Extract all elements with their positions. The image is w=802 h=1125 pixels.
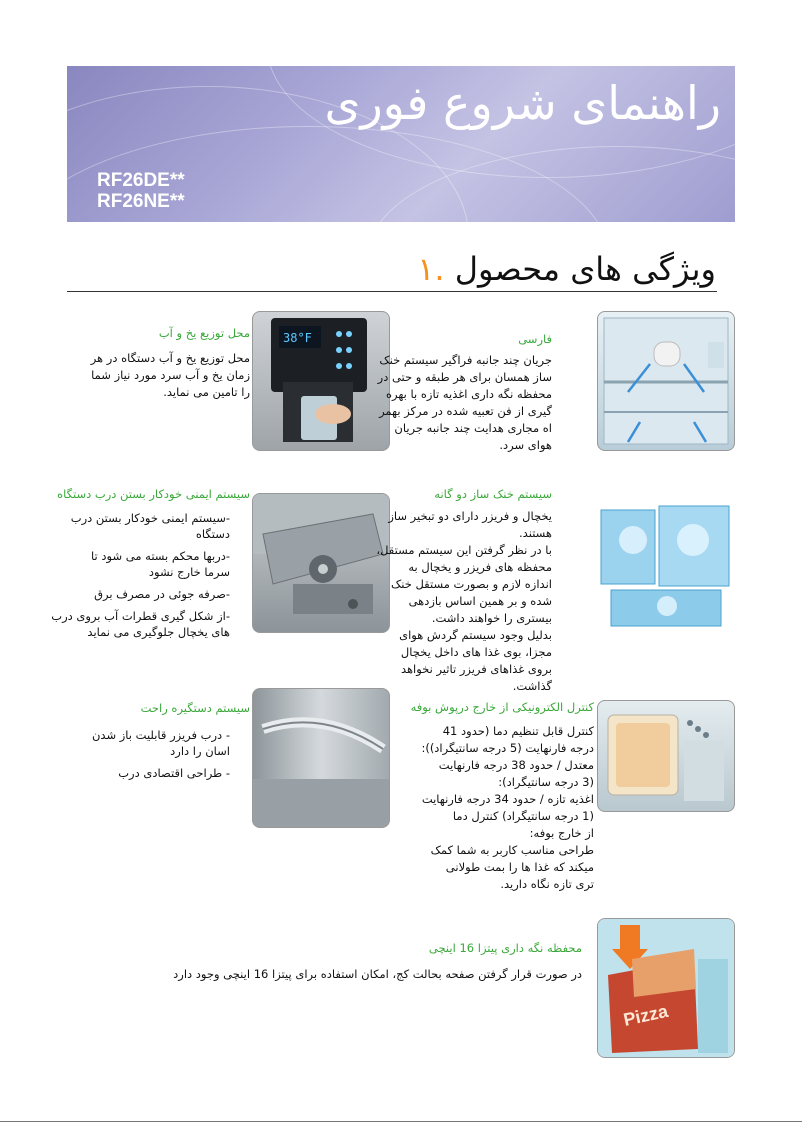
text-line: ساز همسان برای هر طبقه و حتی در bbox=[377, 370, 552, 384]
pizza-drawer-photo bbox=[597, 918, 735, 1058]
section-number: .۱ bbox=[417, 250, 445, 288]
list-item: -از شکل گیری قطرات آب بروی درب های یخچال جلوگیری می نماید bbox=[51, 609, 230, 639]
text-line: در صورت قرار گرفتن صفحه بحالت کج، امکان استفاده برای پیتزا 16 اینچی وجود دارد bbox=[173, 967, 582, 981]
text-line: از خارج بوفه: bbox=[529, 826, 594, 840]
text-line: (3 درجه سانتیگراد): bbox=[498, 775, 594, 789]
water-dispenser-heading: محل توزیع یخ و آب bbox=[158, 326, 250, 340]
text-line: محل توزیع یخ و آب دستگاه در هر bbox=[90, 351, 250, 365]
text-line: با در نظر گرفتن این سیستم مستقل، bbox=[376, 543, 552, 557]
control-display: 38°F bbox=[283, 331, 312, 345]
text-line: شده و بر همین اساس بازدهی bbox=[408, 594, 552, 608]
text-line: هوای سرد. bbox=[499, 438, 552, 452]
safety-list bbox=[51, 510, 230, 646]
model-1: RF26DE** bbox=[97, 170, 185, 191]
header-banner bbox=[67, 66, 735, 222]
text-line: مجزا، بوی غذا های داخل یخچال bbox=[400, 645, 552, 659]
text-line: را تامین می نماید. bbox=[163, 385, 250, 399]
dual-cooling-text bbox=[352, 508, 552, 695]
pizza-heading: محفظه نگه داری پیتزا 16 اینچی bbox=[428, 941, 582, 955]
handle-list bbox=[80, 727, 230, 787]
text-line: تری تازه نگاه دارید. bbox=[500, 877, 594, 891]
text-line: بدلیل وجود سیستم گردش هوای bbox=[399, 628, 552, 642]
section-title bbox=[417, 250, 716, 288]
door-handle-photo bbox=[252, 688, 390, 828]
section-title-text: ویژگی های محصول bbox=[454, 250, 716, 288]
list-item: -صرفه جوئی در مصرف برق bbox=[94, 587, 230, 601]
cooling-text bbox=[352, 352, 552, 454]
text-line: هستند. bbox=[519, 526, 552, 540]
control-text bbox=[394, 723, 594, 893]
list-item: -دربها محکم بسته می شود تا سرما خارج نشود bbox=[91, 549, 230, 579]
pizza-text bbox=[162, 966, 582, 983]
dual-cooling-heading: سیستم خنک ساز دو گانه bbox=[434, 487, 552, 501]
page-bottom-border bbox=[0, 1121, 802, 1122]
text-line: یخچال و فریزر دارای دو تبخیر ساز bbox=[388, 509, 552, 523]
list-item: -سیستم ایمنی خودکار بستن درب دستگاه bbox=[70, 511, 230, 541]
text-line: گیری از فن تعبیه شده در مرکز بهمر bbox=[379, 404, 552, 418]
text-line: (1 درجه سانتیگراد) کنترل دما bbox=[452, 809, 594, 823]
text-line: اغذیه تازه / حدود 34 درجه فارنهایت bbox=[421, 792, 594, 806]
text-line: طراحی مناسب کاربر به شما کمک bbox=[430, 843, 594, 857]
handle-heading: سیستم دستگیره راحت bbox=[140, 701, 250, 715]
pizza-box-label: Pizza bbox=[621, 1000, 670, 1030]
text-line: میکند که غذا ها را بمت طولانی bbox=[445, 860, 594, 874]
list-item: - درب فریزر قابلیت باز شدن اسان را دارد bbox=[91, 728, 230, 758]
text-line: درجه فارنهایت (5 درجه سانتیگراد)): bbox=[421, 741, 594, 755]
list-item: - طراحی اقتصادی درب bbox=[118, 766, 230, 780]
text-line: محفظه نگه داری اغذیه تازه با بهره bbox=[386, 387, 552, 401]
dual-cooling-photo bbox=[597, 500, 733, 630]
section-divider bbox=[67, 291, 717, 292]
text-line: کنترل قابل تنظیم دما (حدود 41 bbox=[442, 724, 594, 738]
cooling-heading: فارسی bbox=[518, 332, 552, 346]
text-line: معتدل / حدود 38 درجه فارنهایت bbox=[438, 758, 594, 772]
text-line: اندازه لازم و بصورت مستقل خنک bbox=[390, 577, 552, 591]
text-line: جریان چند جانبه فراگیر سیستم خنک bbox=[379, 353, 552, 367]
text-line: گذاشت. bbox=[512, 679, 552, 693]
fridge-interior-photo bbox=[597, 311, 735, 451]
control-panel-photo bbox=[597, 700, 735, 812]
water-dispenser-text bbox=[60, 350, 250, 401]
guide-title: راهنمای شروع فوری bbox=[324, 76, 721, 130]
model-2: RF26NE** bbox=[97, 191, 185, 212]
text-line: بیستری را خواهند داشت. bbox=[431, 611, 552, 625]
control-heading: کنترل الکترونیکی از خارج درپوش بوفه bbox=[410, 700, 594, 714]
safety-heading: سیستم ایمنی خودکار بستن درب دستگاه bbox=[57, 487, 250, 501]
text-line: زمان یخ و آب سرد مورد نیاز شما bbox=[91, 368, 250, 382]
text-line: اه مجاری هدایت چند جانبه جریان bbox=[394, 421, 552, 435]
text-line: محفظه های فریزر و یخچال به bbox=[408, 560, 552, 574]
text-line: بروی غذاهای فریزر تاثیر نخواهد bbox=[400, 662, 552, 676]
